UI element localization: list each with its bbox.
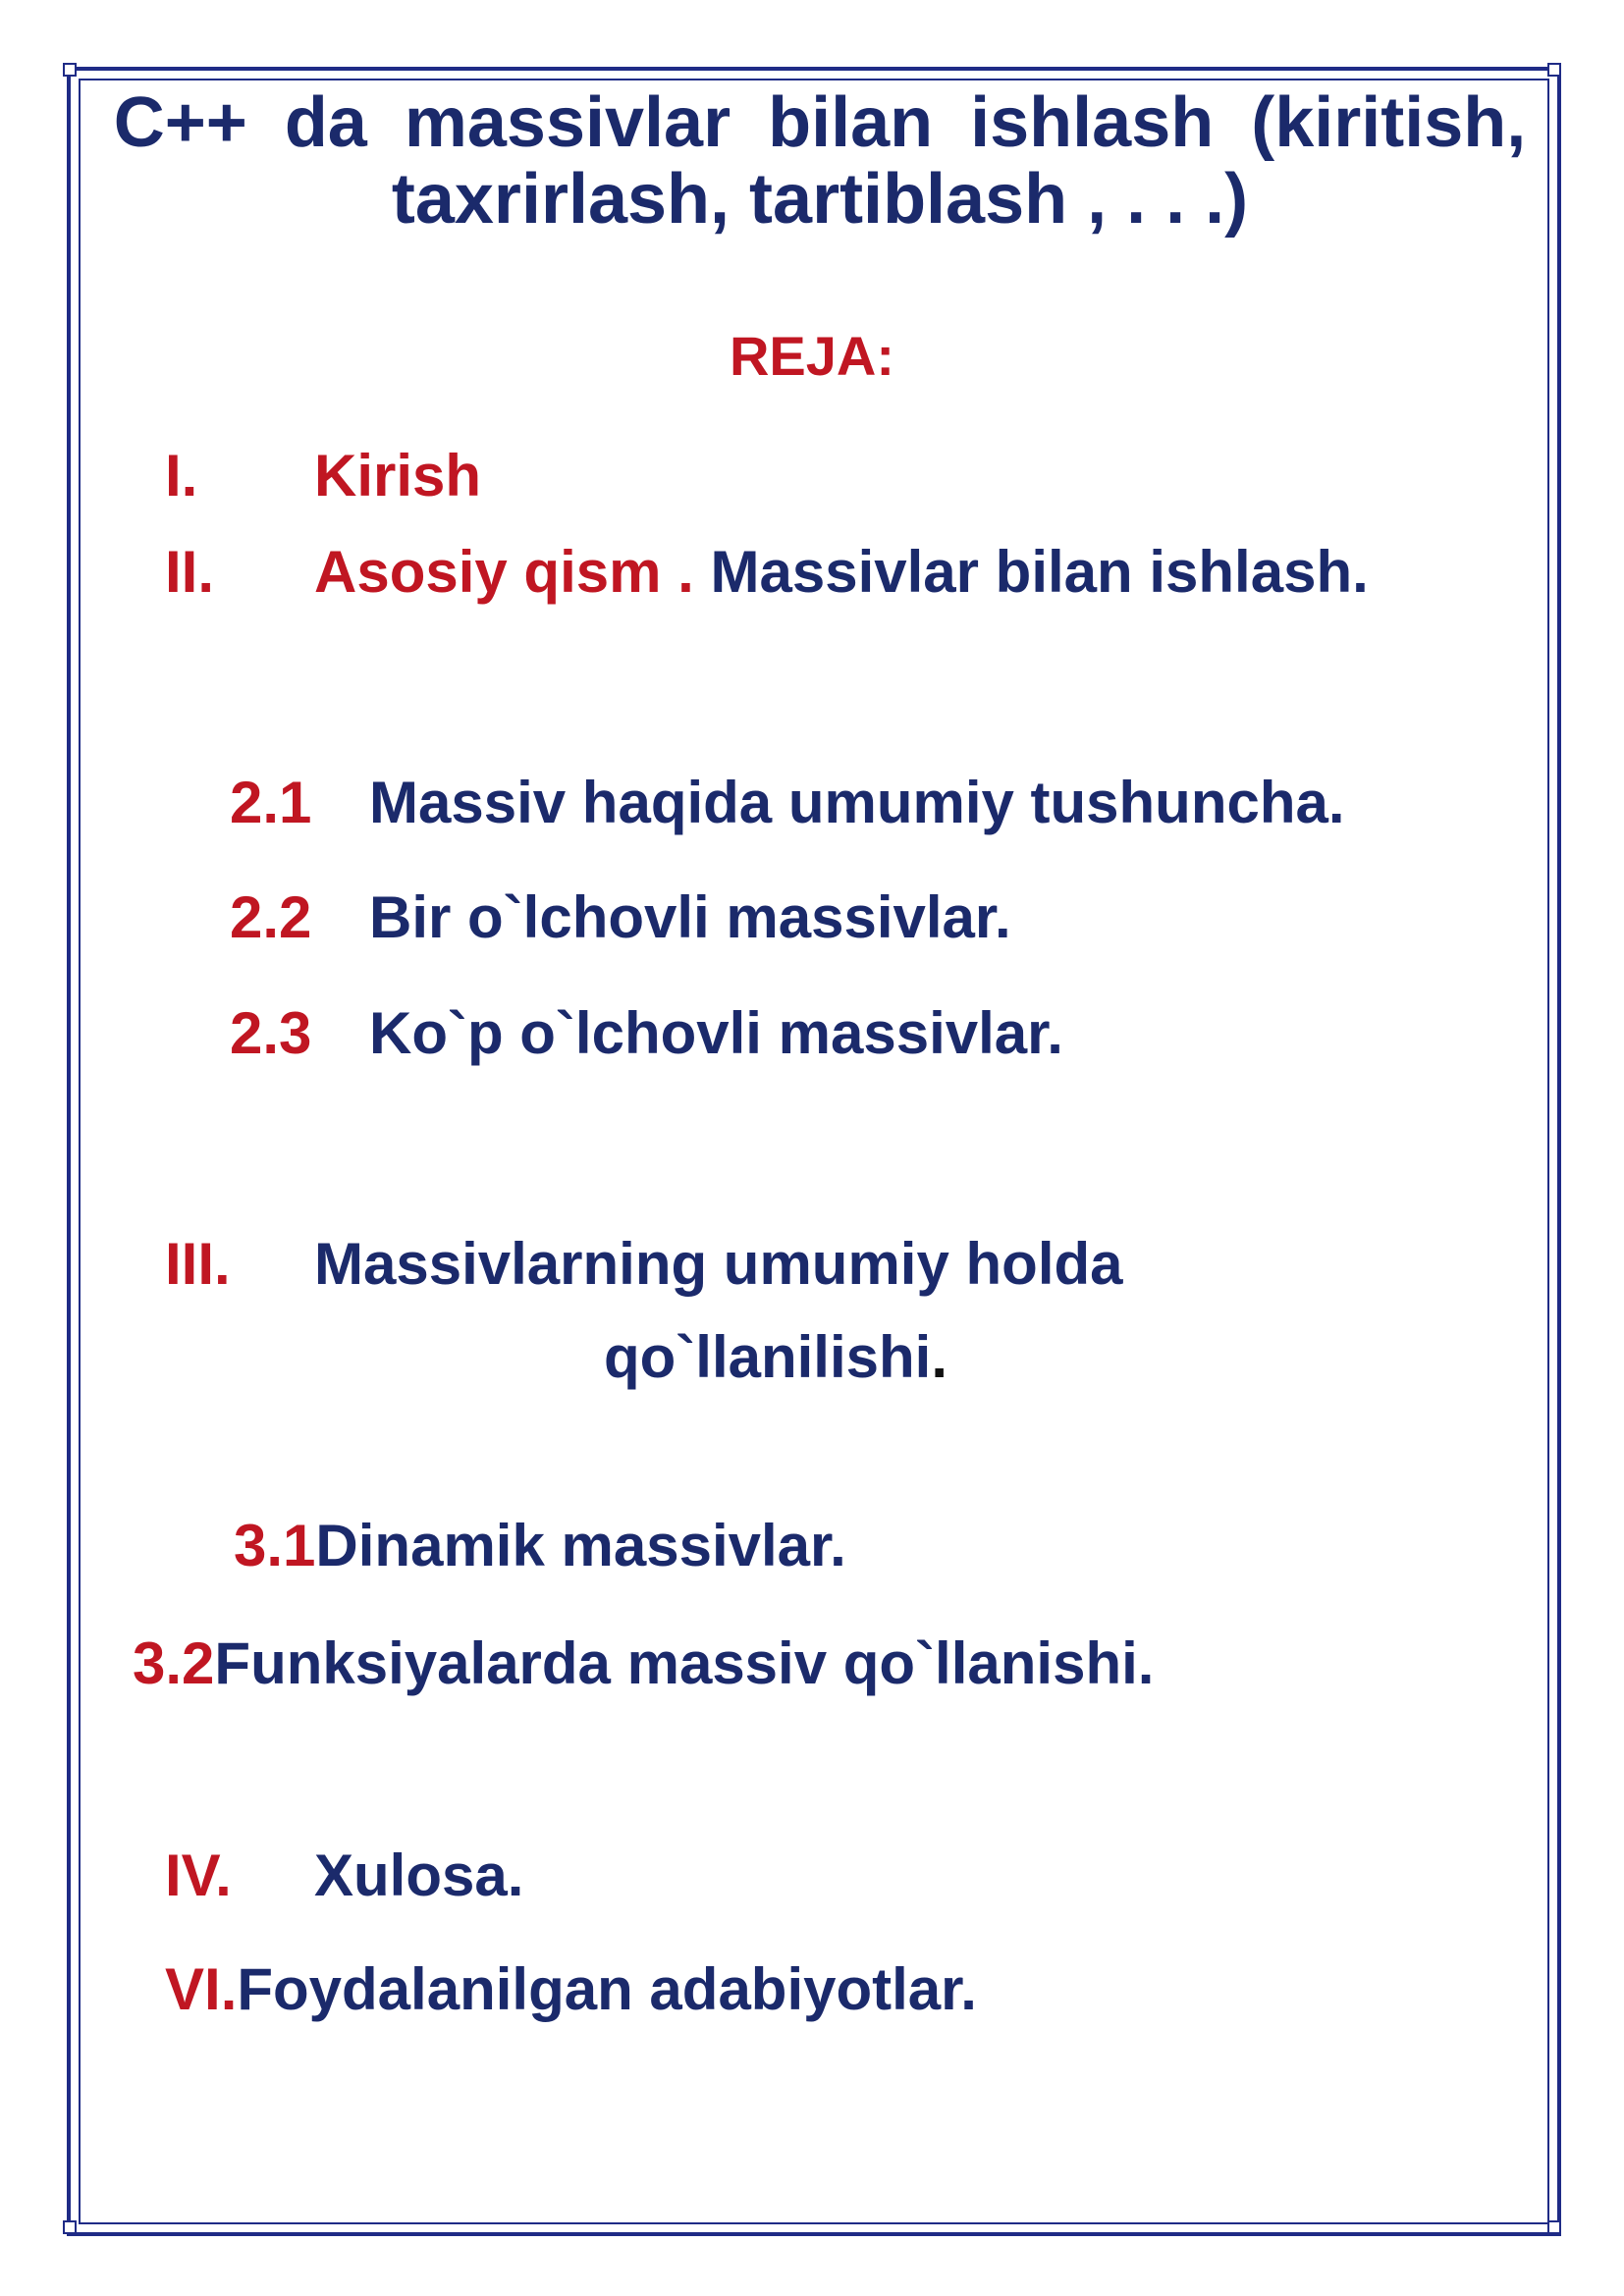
plan-subitem-3-2 xyxy=(133,1629,1154,1698)
border-corner-top-left xyxy=(63,63,77,77)
plan-heading: REJA: xyxy=(729,325,895,387)
plan-item-1 xyxy=(165,442,481,510)
plan-subitem-label: Bir o`lchovli massivlar. xyxy=(369,884,1011,950)
plan-item-3-continuation xyxy=(604,1323,947,1392)
plan-subitem-label: Funksiyalarda massiv qo`llanishi. xyxy=(214,1630,1155,1696)
border-corner-bottom-left xyxy=(63,2220,77,2234)
plan-item-4 xyxy=(165,1842,523,1910)
border-corner-top-right xyxy=(1547,63,1561,77)
plan-item-number: VI. xyxy=(165,1956,238,2022)
plan-item-label-end: . xyxy=(931,1324,948,1390)
plan-item-label: Foydalanilgan adabiyotlar. xyxy=(237,1956,977,2022)
plan-subitem-number: 2.3 xyxy=(230,1000,312,1066)
border-corner-bottom-right xyxy=(1547,2220,1561,2234)
plan-item-2 xyxy=(165,538,1369,607)
plan-item-label-continuation: qo`llanilishi xyxy=(604,1324,932,1390)
plan-subitem-2-1 xyxy=(230,769,1345,837)
plan-subitem-number: 3.2 xyxy=(133,1630,215,1696)
plan-item-label-highlight: Asosiy qism . xyxy=(314,539,694,605)
plan-item-number: III. xyxy=(165,1231,231,1297)
plan-item-label: Massivlar bilan ishlash. xyxy=(693,539,1369,605)
plan-subitem-label: Dinamik massivlar. xyxy=(315,1513,846,1578)
plan-item-label: Kirish xyxy=(314,443,482,508)
page-title xyxy=(108,84,1532,238)
plan-subitem-2-2 xyxy=(230,883,1011,952)
plan-item-6 xyxy=(165,1955,977,2024)
plan-item-label: Massivlarning umumiy holda xyxy=(314,1231,1123,1297)
plan-item-number: I. xyxy=(165,443,198,508)
plan-subitem-number: 2.2 xyxy=(230,884,312,950)
plan-subitem-number: 2.1 xyxy=(230,770,312,835)
plan-subitem-3-1 xyxy=(234,1512,846,1580)
plan-item-3 xyxy=(165,1230,1123,1299)
plan-subitem-number: 3.1 xyxy=(234,1513,316,1578)
plan-subitem-2-3 xyxy=(230,999,1063,1068)
plan-item-number: II. xyxy=(165,539,215,605)
plan-item-number: IV. xyxy=(165,1842,232,1908)
plan-subitem-label: Ko`p o`lchovli massivlar. xyxy=(369,1000,1063,1066)
page-title-line-2: taxrirlash, tartiblash , . . .) xyxy=(391,160,1249,239)
plan-item-label: Xulosa. xyxy=(314,1842,524,1908)
page-title-line-1: C++ da massivlar bilan ishlash (kiritish, xyxy=(113,83,1527,162)
plan-subitem-label: Massiv haqida umumiy tushuncha. xyxy=(369,770,1345,835)
